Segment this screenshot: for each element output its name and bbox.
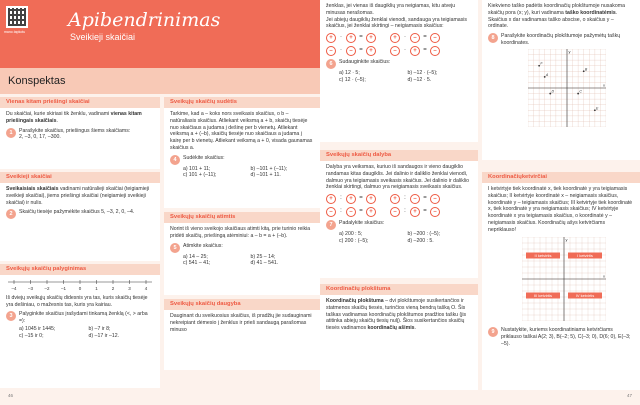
- operator: ·: [404, 34, 406, 41]
- number-line-label: 1: [95, 286, 98, 291]
- konspektas-bar: [0, 68, 320, 94]
- quadrant-label: IV ketvirtis: [575, 293, 595, 299]
- addition-heading: Sveikųjų skaičių sudėtis: [164, 97, 320, 108]
- addition-section: Tarkime, kad a – koks nors sveikasis skaičius, o b – natūraliasis skaičius. Atliekant veiksmą a + b, skaičių tiesėje nuo skaičiaus a judama į dešinę per b vienetų. Atliekant veiksmą a + (–b), skaičių tiesėje nuo skaičiaus a judama į kairę per b vienetų. Atliekant veiksmą a + 0, visada gaunamas skaičius a. 4 Sudėkite skaičius: a) 101 + 11; b) –101 + (–11); c) 101 + (–11); d) –101 + 11.: [164, 108, 320, 208]
- sign-circle: +: [346, 194, 356, 204]
- coordinate-grid-1: [528, 49, 606, 127]
- division-section: Dalyba yra veiksmas, kuriuo iš sandaugos ir vieno daugiklio randamas kitas daugiklis. Jei dalinio ir daliklio ženklai vienodi, dalmuo yra teigiamasis sveikasis skaičius. Jei dalinio ir daliklio ženklai skirtingi, dalmuo yra neigiamasis sveikasis skaičius. + : + = + + : – = – – : – = + – : + = – 7 Padalykite skaičius: a) 200 : 5; b) –200 : (–5); c) 200 : (–5); d) –200 : 5.: [320, 161, 478, 278]
- quadrant-label: II ketvirtis: [534, 253, 552, 259]
- sign-circle: –: [410, 194, 420, 204]
- right-page: [320, 0, 640, 405]
- page-number: 46: [8, 393, 14, 399]
- quadrants-section: I ketvirtyje tiek koordinatė x, tiek koordinatė y yra teigiamasis skaičius; II ketvirtyje koordinatė x – neigiamasis skaičius, koordinatė y – teigiamasis skaičius; III ketvirtyje tiek koordinatė x, tiek koordinatė y yra neigiamasis skaičius; IV ketvirtyje koordinatė x yra teigiamasis skaičius, o koordinatė y – neigiamasis skaičius. Koordinačių ašys ketvirčiams nepriklauso! x y II ketvirtis I ketvirtis III ketvirtis IV ketvirtis 9 Nustatykite, kuriems koordinatiniams ketvirčiams priklauso taškai A(2; 3), B(–2; 5), C(–3; 0), D(6; 0), E(–3; –5).: [482, 183, 640, 390]
- number-line-label: 3: [128, 286, 131, 291]
- chapter-title: Apibendrinimas: [68, 9, 221, 31]
- x-axis-label: x: [603, 82, 605, 87]
- sign-circle: –: [430, 46, 440, 56]
- sign-circle: +: [390, 33, 400, 43]
- operator: ·: [404, 47, 406, 54]
- operator: :: [404, 208, 406, 215]
- sign-circle: +: [410, 207, 420, 217]
- number-line-label: –2: [44, 286, 50, 291]
- operator: :: [340, 208, 342, 215]
- operator: ·: [340, 47, 342, 54]
- number-line: [6, 278, 154, 292]
- y-axis-label: y: [565, 237, 568, 243]
- exercise-1: 1 Parašykite skaičius, priešingus šiems skaičiams: 2, –3, 0, 17, –300.: [6, 128, 154, 142]
- operator: =: [359, 195, 363, 202]
- coordinate-plane-section: Koordinačių plokštuma – dvi plokštumoje susikertančios ir statmenos skaičių tiesės, turinčios vieną bendrą tašką O. Šis taškas vadinamas koordinačių plokštumos pradžios tašku (jis atitinka abiejų skaičių tiesių nulį). Šios susikertančios skaičių tiesės vadinamos koordinačių ašimis.: [320, 295, 478, 390]
- sign-circle: –: [430, 194, 440, 204]
- multiplication-continued: ženklas, jei vienas iš daugiklių yra neigiamas, kitu atveju minusas nerašomas. Jei abiejų daugiklių ženklai vienodi, sandauga yra teigiamasis skaičius, jei ženklai skirtingi – neigiamasis skaičius: + · + = + + · – = – – · – = + – · + = – 6 Sudauginkite skaičius: a) 12 · 5; b) –12 · (–5); c) 12 · (–5); d) –12 · 5.: [320, 0, 478, 142]
- sign-circle: +: [390, 194, 400, 204]
- chapter-subtitle: Sveikieji skaičiai: [70, 32, 136, 42]
- operator: =: [423, 208, 427, 215]
- sign-circle: –: [390, 207, 400, 217]
- number-line-label: –1: [60, 286, 67, 291]
- operator: =: [359, 34, 363, 41]
- div-signs-row-2: [326, 207, 472, 217]
- mult-signs-row-2: [326, 46, 472, 56]
- integers-heading: Sveikieji skaičiai: [0, 172, 160, 183]
- sign-circle: +: [366, 33, 376, 43]
- sign-circle: –: [430, 33, 440, 43]
- operator: =: [423, 47, 427, 54]
- subtraction-heading: Sveikųjų skaičių atimtis: [164, 212, 320, 223]
- subtraction-section: Norint iš vieno sveikojo skaičiaus atimti kitą, prie turinio reikia pridėti skaičių, priešingą atėminiui: a – b = a + (–b). 5 Atimkite skaičius: a) 14 – 25; b) 25 – 14; c) 541 – 41; d) 41 – 541.: [164, 223, 320, 295]
- grid-point-label: D: [551, 89, 555, 94]
- sign-circle: +: [326, 33, 336, 43]
- exercise-number: 1: [6, 128, 16, 138]
- operator: ·: [340, 34, 342, 41]
- exercise-3: 3 Palyginkite skaičius įrašydami tinkamą ženklą (<, > arba =):: [6, 311, 154, 325]
- compare-heading: Sveikųjų skaičių palyginimas: [0, 264, 160, 275]
- sign-circle: +: [366, 46, 376, 56]
- opposite-section: Du skaičiai, kurie skiriasi tik ženklu, vadinami vienas kitam priešingais skaičiais. 1 Parašykite skaičius, priešingus šiems skaičiams: 2, –3, 0, 17, –300.: [0, 108, 160, 169]
- chapter-banner: [0, 0, 320, 68]
- operator: :: [340, 195, 342, 202]
- y-axis-label: y: [568, 48, 571, 54]
- operator: =: [359, 47, 363, 54]
- coordinate-grid-2: [522, 237, 606, 321]
- konspektas-title: Konspektas: [8, 75, 66, 87]
- sign-circle: –: [390, 46, 400, 56]
- compare-section: –4 –3 –2 –1 0 1 2 3 4 Iš dviejų sveikųjų skaičių didesnis yra tas, kuris skaičių tiesėje yra dešiniau, o mažesnis tas, kuris yra kairiau. 3 Palyginkite skaičius įrašydami tinkamą ženklą (<, > arba =): a) 1045 ir 1445; b) –7 ir 8; c) –15 ir 0; d) –17 ir –12.: [0, 275, 160, 388]
- grid-point-label: A: [545, 72, 549, 77]
- quadrant-label: III ketvirtis: [533, 293, 553, 299]
- sign-circle: +: [346, 33, 356, 43]
- operator: :: [404, 195, 406, 202]
- grid-point-label: F: [540, 61, 543, 66]
- sign-circle: +: [366, 194, 376, 204]
- qr-code-icon[interactable]: [6, 6, 28, 28]
- sign-circle: –: [326, 46, 336, 56]
- integers-section: Sveikaisiais skaičiais vadinami natūralieji skaičiai (teigiamieji sveikieji skaičiai), jiems priešingi skaičiai (neigiamieji sveikieji skaičiai) ir nulis. 2 Skaičių tiesėje pažymėkite skaičius 5, –3, 2, 0, –4.: [0, 183, 160, 261]
- sign-circle: –: [346, 46, 356, 56]
- sign-circle: –: [410, 33, 420, 43]
- sign-circle: –: [326, 207, 336, 217]
- x-axis-label: x: [603, 273, 605, 279]
- operator: =: [423, 195, 427, 202]
- grid-point-label: B: [584, 66, 588, 71]
- grid-point-label: E: [596, 105, 599, 110]
- qr-caption: mano.tapkotu: [4, 30, 26, 34]
- grid-point-label: C: [579, 89, 582, 94]
- exercise-2: 2 Skaičių tiesėje pažymėkite skaičius 5, –3, 2, 0, –4.: [6, 209, 154, 219]
- quadrant-label: I ketvirtis: [577, 253, 593, 259]
- mult-signs-row-1: [326, 33, 472, 43]
- sign-circle: +: [326, 194, 336, 204]
- div-signs-row-1: [326, 194, 472, 204]
- multiplication-heading: Sveikųjų skaičių daugyba: [164, 299, 320, 310]
- opposite-heading: Vienas kitam priešingi skaičiai: [0, 97, 160, 108]
- number-line-label: –3: [27, 286, 34, 291]
- quadrants-heading: Koordinačiųketvirčiai: [482, 172, 640, 183]
- sign-circle: +: [410, 46, 420, 56]
- sign-circle: –: [430, 207, 440, 217]
- number-line-label: 4: [144, 286, 148, 291]
- sign-circle: +: [366, 207, 376, 217]
- coordinate-plane-heading: Koordinačių plokštuma: [320, 284, 478, 295]
- operator: =: [359, 208, 363, 215]
- number-line-label: 0: [78, 286, 82, 291]
- page-number: 47: [626, 393, 632, 399]
- number-line-label: –4: [11, 286, 17, 291]
- operator: =: [423, 34, 427, 41]
- multiplication-section: Dauginant du sveikuosius skaičius, iš pradžių jie sudauginami nekreipiant dėmesio į ženklus ir prieš sandaugą parašomas minuso: [164, 310, 320, 370]
- coordinates-section: Kiekvieno taško padėtis koordinačių plokštumoje nusakoma skaičių pora (x; y), kuri vadinama taško koordinatėmis. Skaičius x dar vadinamas taško abscise, o skaičius y – ordinate. 8 Parašykite koordinačių plokštumoje pažymėtų taškų koordinates. x y A B C D E F: [482, 0, 640, 160]
- division-heading: Sveikųjų skaičių dalyba: [320, 150, 478, 161]
- sign-circle: –: [346, 207, 356, 217]
- number-line-label: 2: [111, 286, 115, 291]
